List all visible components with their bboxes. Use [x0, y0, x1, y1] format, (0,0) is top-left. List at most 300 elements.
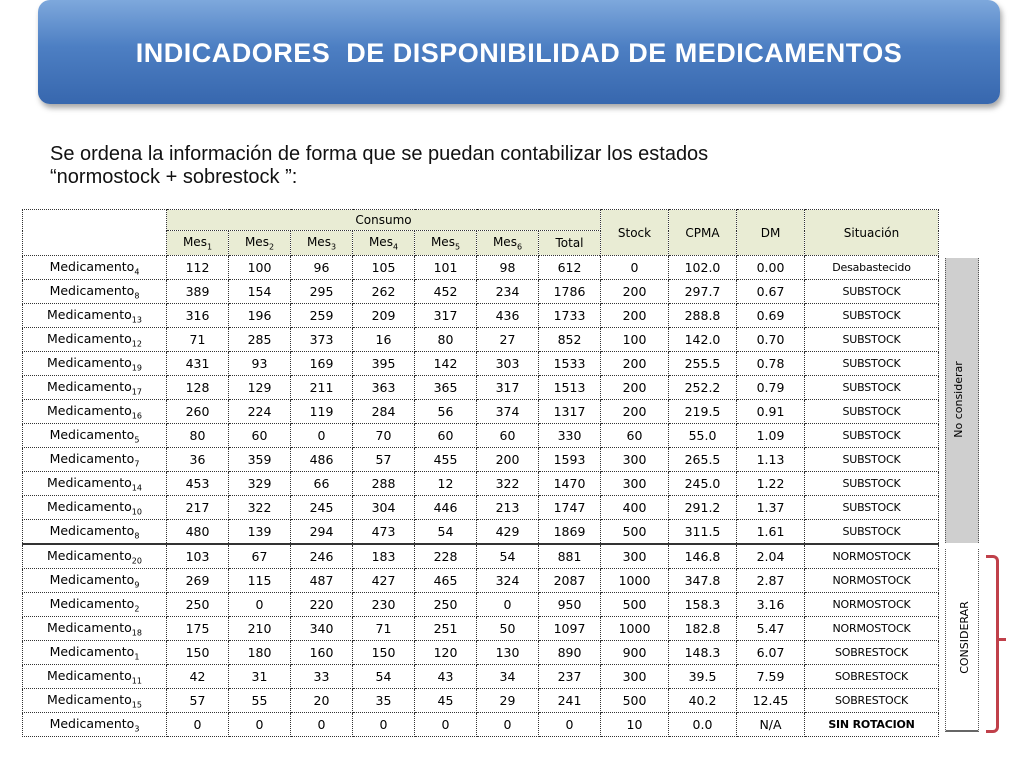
dm-value: 7.59 — [737, 665, 805, 689]
stock-value: 10 — [601, 713, 669, 737]
stock-value: 1000 — [601, 617, 669, 641]
month-value: 453 — [167, 472, 229, 496]
stock-value: 0 — [601, 256, 669, 280]
total-value: 330 — [539, 424, 601, 448]
table-row — [23, 689, 939, 713]
month-index: 3 — [330, 242, 337, 252]
medication-index: 2 — [134, 604, 140, 614]
dm-value: 0.00 — [737, 256, 805, 280]
month-value: 0 — [477, 713, 539, 737]
table-row — [23, 376, 939, 400]
month-value: 260 — [167, 400, 229, 424]
total-value: 1747 — [539, 496, 601, 520]
month-value: 71 — [167, 328, 229, 352]
table-row — [23, 424, 939, 448]
dm-value: N/A — [737, 713, 805, 737]
month-label: Mes — [368, 235, 393, 250]
month-value: 0 — [353, 713, 415, 737]
medication-index: 8 — [134, 531, 140, 541]
month-value: 473 — [353, 520, 415, 545]
table-row — [23, 569, 939, 593]
month-value: 54 — [353, 665, 415, 689]
month-value: 45 — [415, 689, 477, 713]
month-value: 284 — [353, 400, 415, 424]
table-row — [23, 256, 939, 280]
stock-value: 900 — [601, 641, 669, 665]
table-row — [23, 448, 939, 472]
stock-value: 300 — [601, 472, 669, 496]
month-value: 340 — [291, 617, 353, 641]
month-value: 269 — [167, 569, 229, 593]
medication-index: 16 — [131, 411, 142, 421]
medication-index: 9 — [134, 580, 140, 590]
month-value: 103 — [167, 544, 229, 569]
situacion-value: NORMOSTOCK — [805, 569, 939, 593]
month-value: 213 — [477, 496, 539, 520]
table-row — [23, 280, 939, 304]
situacion-value: NORMOSTOCK — [805, 593, 939, 617]
month-value: 480 — [167, 520, 229, 545]
total-value: 1470 — [539, 472, 601, 496]
total-value: 1593 — [539, 448, 601, 472]
month-value: 220 — [291, 593, 353, 617]
dm-value: 1.22 — [737, 472, 805, 496]
month-value: 16 — [353, 328, 415, 352]
medication-label: Medicamento — [47, 402, 132, 418]
dm-value: 6.07 — [737, 641, 805, 665]
stock-value: 500 — [601, 520, 669, 545]
dm-value: 0.91 — [737, 400, 805, 424]
stock-value: 300 — [601, 448, 669, 472]
cpma-value: 40.2 — [669, 689, 737, 713]
medication-label: Medicamento — [47, 474, 132, 490]
month-value: 217 — [167, 496, 229, 520]
table-row — [23, 544, 939, 569]
month-value: 139 — [229, 520, 291, 545]
header-situacion: Situación — [805, 210, 939, 256]
total-value: 0 — [539, 713, 601, 737]
medication-index: 8 — [134, 291, 140, 301]
dm-value: 0.70 — [737, 328, 805, 352]
month-value: 303 — [477, 352, 539, 376]
medication-name — [23, 665, 167, 689]
table-row — [23, 593, 939, 617]
medication-index: 11 — [131, 676, 142, 686]
situacion-value: SOBRESTOCK — [805, 641, 939, 665]
medication-name — [23, 352, 167, 376]
table-row — [23, 617, 939, 641]
month-value: 175 — [167, 617, 229, 641]
situacion-value: SUBSTOCK — [805, 424, 939, 448]
cpma-value: 142.0 — [669, 328, 737, 352]
stock-value: 300 — [601, 544, 669, 569]
stock-value: 60 — [601, 424, 669, 448]
situacion-value: SUBSTOCK — [805, 328, 939, 352]
situacion-value: SOBRESTOCK — [805, 689, 939, 713]
month-value: 66 — [291, 472, 353, 496]
header-month-4 — [353, 231, 415, 256]
situacion-value: SUBSTOCK — [805, 400, 939, 424]
month-value: 486 — [291, 448, 353, 472]
medication-name — [23, 376, 167, 400]
month-value: 322 — [477, 472, 539, 496]
month-value: 427 — [353, 569, 415, 593]
total-value: 950 — [539, 593, 601, 617]
month-value: 55 — [229, 689, 291, 713]
situacion-value: SUBSTOCK — [805, 448, 939, 472]
medication-name — [23, 544, 167, 569]
month-value: 373 — [291, 328, 353, 352]
situacion-value: SUBSTOCK — [805, 520, 939, 545]
considerar-bracket — [986, 555, 999, 733]
total-value: 1097 — [539, 617, 601, 641]
month-value: 446 — [415, 496, 477, 520]
medication-label: Medicamento — [47, 619, 132, 635]
intro-line-1: Se ordena la información de forma que se puedan contabilizar los estados — [50, 143, 709, 165]
month-value: 0 — [167, 713, 229, 737]
month-value: 160 — [291, 641, 353, 665]
medication-label: Medicamento — [49, 643, 135, 659]
medication-label: Medicamento — [49, 426, 135, 442]
dm-value: 1.13 — [737, 448, 805, 472]
medication-name — [23, 256, 167, 280]
no-considerar-band — [945, 258, 979, 543]
situacion-value: Desabastecido — [805, 256, 939, 280]
medication-name — [23, 713, 167, 737]
stock-value: 200 — [601, 304, 669, 328]
cpma-value: 182.8 — [669, 617, 737, 641]
medication-index: 4 — [134, 267, 140, 277]
situacion-value: SUBSTOCK — [805, 280, 939, 304]
month-value: 210 — [229, 617, 291, 641]
cpma-value: 55.0 — [669, 424, 737, 448]
medication-label: Medicamento — [49, 715, 135, 731]
month-value: 33 — [291, 665, 353, 689]
month-value: 56 — [415, 400, 477, 424]
medication-index: 17 — [131, 387, 142, 397]
month-value: 0 — [229, 593, 291, 617]
cpma-value: 288.8 — [669, 304, 737, 328]
medication-label: Medicamento — [49, 595, 135, 611]
cpma-value: 39.5 — [669, 665, 737, 689]
month-value: 262 — [353, 280, 415, 304]
month-value: 245 — [291, 496, 353, 520]
total-value: 237 — [539, 665, 601, 689]
month-label: Mes — [244, 235, 269, 250]
cpma-value: 297.7 — [669, 280, 737, 304]
cpma-value: 265.5 — [669, 448, 737, 472]
month-value: 0 — [477, 593, 539, 617]
month-value: 324 — [477, 569, 539, 593]
month-value: 295 — [291, 280, 353, 304]
month-value: 359 — [229, 448, 291, 472]
month-label: Mes — [430, 235, 455, 250]
month-value: 60 — [229, 424, 291, 448]
month-value: 429 — [477, 520, 539, 545]
header-month-5 — [415, 231, 477, 256]
month-value: 130 — [477, 641, 539, 665]
bracket-tick — [996, 638, 1006, 641]
total-value: 881 — [539, 544, 601, 569]
month-value: 211 — [291, 376, 353, 400]
month-value: 285 — [229, 328, 291, 352]
month-value: 317 — [415, 304, 477, 328]
table-row — [23, 665, 939, 689]
medication-label: Medicamento — [49, 522, 135, 538]
month-value: 154 — [229, 280, 291, 304]
table-row — [23, 352, 939, 376]
medication-name — [23, 569, 167, 593]
month-value: 60 — [477, 424, 539, 448]
month-value: 395 — [353, 352, 415, 376]
stock-value: 1000 — [601, 569, 669, 593]
medication-name — [23, 448, 167, 472]
month-value: 374 — [477, 400, 539, 424]
month-value: 67 — [229, 544, 291, 569]
month-value: 455 — [415, 448, 477, 472]
situacion-value: SIN ROTACION — [805, 713, 939, 737]
medication-name — [23, 472, 167, 496]
month-value: 317 — [477, 376, 539, 400]
cpma-value: 245.0 — [669, 472, 737, 496]
dm-value: 1.37 — [737, 496, 805, 520]
month-value: 129 — [229, 376, 291, 400]
month-value: 230 — [353, 593, 415, 617]
month-value: 209 — [353, 304, 415, 328]
month-value: 224 — [229, 400, 291, 424]
medication-label: Medicamento — [49, 450, 135, 466]
stock-value: 100 — [601, 328, 669, 352]
medication-index: 5 — [134, 435, 140, 445]
month-index: 1 — [206, 242, 213, 252]
month-value: 57 — [167, 689, 229, 713]
month-value: 251 — [415, 617, 477, 641]
month-index: 6 — [516, 242, 523, 252]
month-value: 183 — [353, 544, 415, 569]
stock-value: 500 — [601, 689, 669, 713]
month-value: 0 — [291, 713, 353, 737]
table-body — [23, 256, 939, 737]
stock-value: 200 — [601, 400, 669, 424]
situacion-value: NORMOSTOCK — [805, 617, 939, 641]
month-value: 35 — [353, 689, 415, 713]
dm-value: 0.78 — [737, 352, 805, 376]
header-cpma: CPMA — [669, 210, 737, 256]
table-row — [23, 496, 939, 520]
cpma-value: 0.0 — [669, 713, 737, 737]
situacion-value: SUBSTOCK — [805, 352, 939, 376]
dm-value: 0.79 — [737, 376, 805, 400]
medication-index: 19 — [131, 363, 142, 373]
month-value: 0 — [291, 424, 353, 448]
total-value: 1513 — [539, 376, 601, 400]
medication-label: Medicamento — [47, 547, 132, 563]
month-value: 316 — [167, 304, 229, 328]
month-value: 452 — [415, 280, 477, 304]
medication-name — [23, 520, 167, 545]
cpma-value: 347.8 — [669, 569, 737, 593]
table-row — [23, 713, 939, 737]
stock-value: 300 — [601, 665, 669, 689]
total-value: 1317 — [539, 400, 601, 424]
medication-name — [23, 400, 167, 424]
cpma-value: 255.5 — [669, 352, 737, 376]
situacion-value: NORMOSTOCK — [805, 544, 939, 569]
month-value: 196 — [229, 304, 291, 328]
total-value: 612 — [539, 256, 601, 280]
cpma-value: 252.2 — [669, 376, 737, 400]
month-value: 169 — [291, 352, 353, 376]
situacion-value: SUBSTOCK — [805, 376, 939, 400]
dm-value: 0.67 — [737, 280, 805, 304]
header-month-2 — [229, 231, 291, 256]
situacion-value: SUBSTOCK — [805, 496, 939, 520]
month-value: 27 — [477, 328, 539, 352]
month-value: 119 — [291, 400, 353, 424]
dm-value: 12.45 — [737, 689, 805, 713]
month-value: 60 — [415, 424, 477, 448]
month-value: 100 — [229, 256, 291, 280]
month-value: 200 — [477, 448, 539, 472]
month-value: 150 — [167, 641, 229, 665]
medication-label: Medicamento — [47, 330, 132, 346]
month-value: 96 — [291, 256, 353, 280]
month-value: 50 — [477, 617, 539, 641]
medication-name — [23, 617, 167, 641]
stock-value: 500 — [601, 593, 669, 617]
medication-name — [23, 689, 167, 713]
total-value: 1786 — [539, 280, 601, 304]
table-row — [23, 472, 939, 496]
medication-index: 20 — [131, 556, 142, 566]
medication-index: 13 — [131, 315, 142, 325]
month-value: 12 — [415, 472, 477, 496]
cpma-value: 148.3 — [669, 641, 737, 665]
month-value: 54 — [415, 520, 477, 545]
month-index: 2 — [268, 242, 275, 252]
total-value: 1869 — [539, 520, 601, 545]
total-value: 2087 — [539, 569, 601, 593]
month-value: 105 — [353, 256, 415, 280]
month-value: 329 — [229, 472, 291, 496]
table-row — [23, 400, 939, 424]
medication-index: 7 — [134, 459, 140, 469]
month-value: 115 — [229, 569, 291, 593]
month-value: 142 — [415, 352, 477, 376]
month-value: 70 — [353, 424, 415, 448]
dm-value: 5.47 — [737, 617, 805, 641]
intro-line-2: “normostock + sobrestock ”: — [50, 166, 298, 188]
cpma-value: 311.5 — [669, 520, 737, 545]
table-row — [23, 641, 939, 665]
cpma-value: 219.5 — [669, 400, 737, 424]
month-label: Mes — [182, 235, 207, 250]
dm-value: 3.16 — [737, 593, 805, 617]
cpma-value: 102.0 — [669, 256, 737, 280]
month-label: Mes — [306, 235, 331, 250]
month-value: 389 — [167, 280, 229, 304]
dm-value: 1.09 — [737, 424, 805, 448]
month-value: 288 — [353, 472, 415, 496]
header-consumo: Consumo — [167, 210, 601, 231]
dm-value: 1.61 — [737, 520, 805, 545]
medication-label: Medicamento — [49, 571, 135, 587]
medication-index: 1 — [134, 652, 140, 662]
header-blank — [23, 210, 167, 256]
medication-index: 15 — [131, 700, 142, 710]
cpma-value: 146.8 — [669, 544, 737, 569]
header-month-6 — [477, 231, 539, 256]
title-banner — [38, 0, 1000, 104]
page-title: INDICADORES DE DISPONIBILIDAD DE MEDICAMENTOS — [135, 37, 903, 68]
medication-label: Medicamento — [47, 667, 132, 683]
month-value: 71 — [353, 617, 415, 641]
stock-value: 200 — [601, 352, 669, 376]
dm-value: 2.04 — [737, 544, 805, 569]
medication-name — [23, 424, 167, 448]
month-value: 93 — [229, 352, 291, 376]
month-value: 234 — [477, 280, 539, 304]
medication-label: Medicamento — [47, 378, 132, 394]
month-value: 246 — [291, 544, 353, 569]
header-month-3 — [291, 231, 353, 256]
medication-name — [23, 496, 167, 520]
month-value: 322 — [229, 496, 291, 520]
month-value: 112 — [167, 256, 229, 280]
month-value: 36 — [167, 448, 229, 472]
medication-label: Medicamento — [49, 258, 135, 274]
medication-index: 12 — [131, 339, 142, 349]
month-value: 250 — [415, 593, 477, 617]
month-value: 42 — [167, 665, 229, 689]
month-value: 259 — [291, 304, 353, 328]
month-value: 304 — [353, 496, 415, 520]
cpma-value: 158.3 — [669, 593, 737, 617]
month-index: 4 — [392, 242, 399, 252]
stock-value: 200 — [601, 376, 669, 400]
situacion-value: SUBSTOCK — [805, 472, 939, 496]
month-value: 29 — [477, 689, 539, 713]
month-value: 31 — [229, 665, 291, 689]
medication-label: Medicamento — [47, 354, 132, 370]
considerar-band — [945, 549, 979, 732]
medication-name — [23, 304, 167, 328]
table-row — [23, 304, 939, 328]
month-value: 80 — [415, 328, 477, 352]
intro-text — [50, 143, 950, 189]
table-row — [23, 520, 939, 545]
month-value: 57 — [353, 448, 415, 472]
month-value: 180 — [229, 641, 291, 665]
month-value: 150 — [353, 641, 415, 665]
month-value: 431 — [167, 352, 229, 376]
medication-index: 18 — [131, 628, 142, 638]
cpma-value: 291.2 — [669, 496, 737, 520]
header-dm: DM — [737, 210, 805, 256]
month-value: 54 — [477, 544, 539, 569]
header-total: Total — [539, 231, 601, 256]
month-value: 365 — [415, 376, 477, 400]
total-value: 890 — [539, 641, 601, 665]
medication-name — [23, 641, 167, 665]
month-value: 80 — [167, 424, 229, 448]
month-value: 294 — [291, 520, 353, 545]
medication-label: Medicamento — [47, 306, 132, 322]
medication-label: Medicamento — [47, 691, 132, 707]
month-value: 228 — [415, 544, 477, 569]
medication-name — [23, 280, 167, 304]
month-value: 128 — [167, 376, 229, 400]
